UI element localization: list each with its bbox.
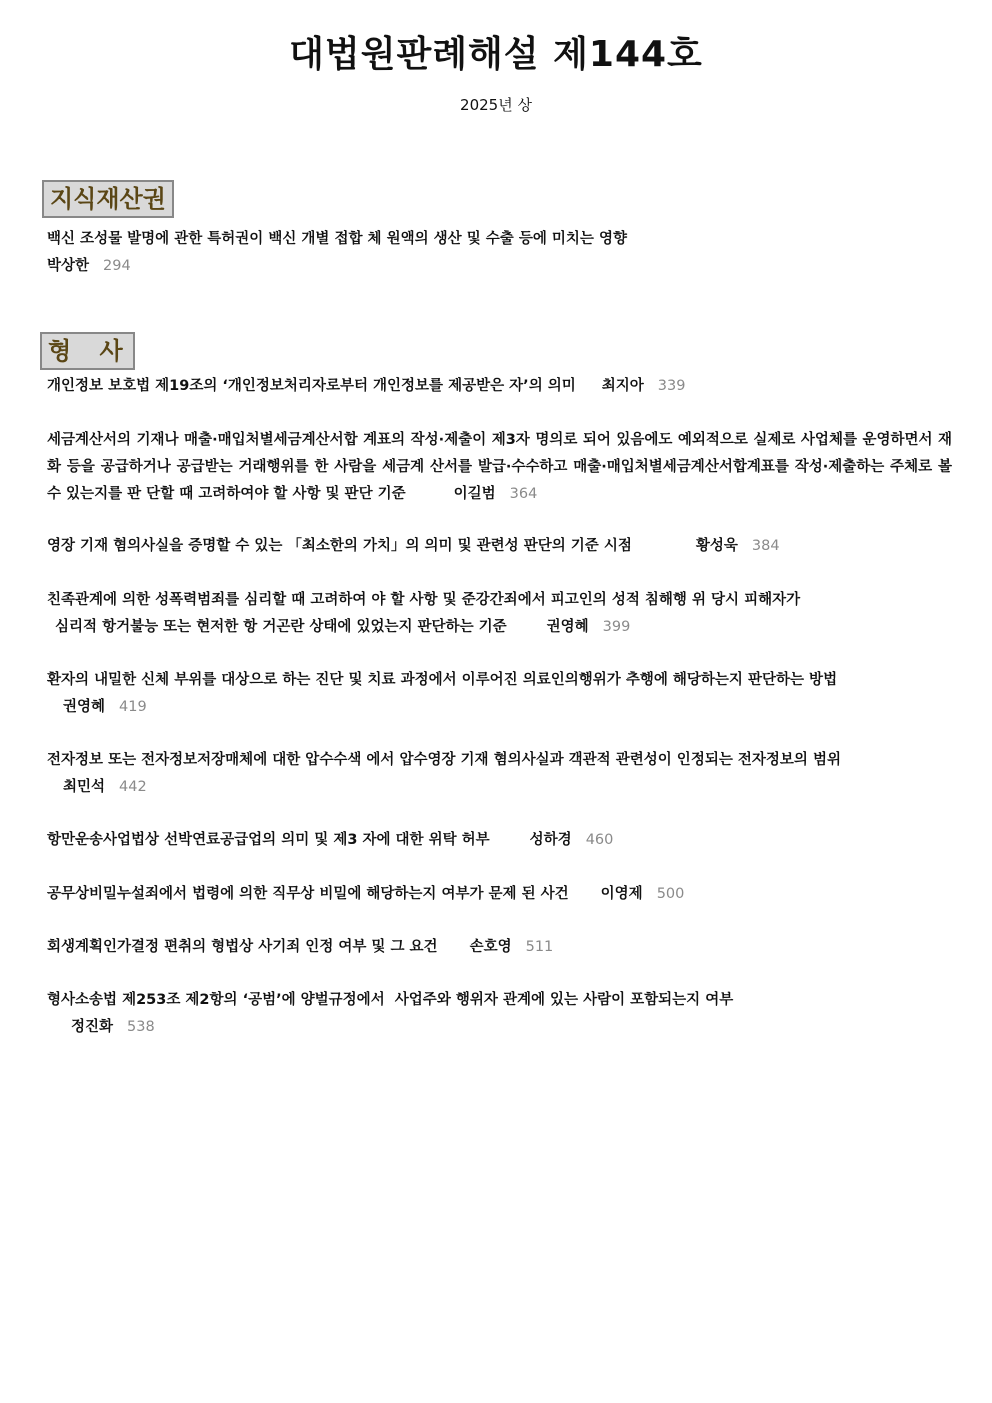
entry-page: 538 — [127, 1019, 155, 1035]
entry-page: 339 — [657, 378, 686, 394]
entry-title: 환자의 내밀한 신체 부위를 대상으로 하는 진단 및 치료 과정에서 이루어진 의료인의행위가 추행에 해당하는지 판단하는 방법 — [47, 672, 838, 688]
toc-entry[interactable] — [47, 667, 952, 721]
entry-page: 419 — [119, 699, 147, 715]
entry-title: 개인정보 보호법 제19조의 ‘개인정보처리자로부터 개인정보를 제공받은 자’의 의미 — [47, 378, 576, 394]
entry-author: 성하경 — [529, 832, 572, 848]
entry-page: 460 — [585, 832, 614, 848]
toc-entry[interactable] — [47, 934, 952, 961]
entry-title: 전자정보 또는 전자정보저장매체에 대한 압수수색 에서 압수영장 기재 혐의사실과 객관적 관련성이 인정되는 전자정보의 범위 — [47, 752, 841, 768]
toc-entry[interactable] — [47, 427, 952, 508]
entry-title: 공무상비밀누설죄에서 법령에 의한 직무상 비밀에 해당하는지 여부가 문제 된 사건 — [47, 886, 569, 902]
section-label-criminal: 형 사 — [40, 332, 135, 370]
entry-author: 권영혜 — [546, 619, 589, 635]
entry-author: 이영제 — [600, 886, 643, 902]
toc-entry[interactable] — [47, 587, 952, 641]
entry-page: 294 — [103, 258, 131, 274]
entry-page: 384 — [751, 538, 780, 554]
page-title: 대법원판례해설 제144호 — [289, 34, 703, 75]
entry-title-continued: 심리적 항거불능 또는 현저한 항 거곤란 상태에 있었는지 판단하는 기준 — [55, 619, 507, 635]
entry-page: 442 — [119, 779, 147, 795]
entry-author: 이길범 — [453, 486, 496, 502]
entry-title: 영장 기재 혐의사실을 증명할 수 있는 「최소한의 가치」의 의미 및 관련성 판단의 기준 시점 — [47, 538, 632, 554]
toc-entry[interactable] — [47, 747, 952, 801]
entry-author: 정진화 — [71, 1019, 114, 1035]
entry-author: 권영혜 — [63, 699, 106, 715]
entry-author: 박상한 — [47, 258, 90, 274]
entry-title: 항만운송사업법상 선박연료공급업의 의미 및 제3 자에 대한 위탁 허부 — [47, 832, 490, 848]
entry-title: 세금계산서의 기재나 매출·매입처별세금계산서합 계표의 작성·제출이 제3자 명의로 되어 있음에도 예외적으로 실제로 사업체를 운영하면서 재화 등을 공급하거나 공급받는 거래행위를 한 사람을 세금계 산서를 발급·수수하고 매출·매입처별세금계산서합계표를 작성·제출하는 주체로 볼 수 있는지를 판 단할 때 고려하여야 할 사항 및 판단 기준 — [47, 432, 952, 502]
entry-page: 511 — [525, 939, 554, 955]
entry-title: 회생계획인가결정 편취의 형법상 사기죄 인정 여부 및 그 요건 — [47, 939, 438, 955]
toc-entry[interactable] — [47, 987, 952, 1041]
entry-title: 친족관계에 의한 성폭력범죄를 심리할 때 고려하여 야 할 사항 및 준강간죄에서 피고인의 성적 침해행 위 당시 피해자가 — [47, 592, 801, 608]
entry-page: 500 — [656, 886, 685, 902]
entry-author: 손호영 — [469, 939, 512, 955]
toc-entry[interactable] — [47, 533, 952, 560]
page-subtitle: 2025년 상 — [460, 96, 532, 114]
entry-author: 최지아 — [601, 378, 644, 394]
toc-entry[interactable] — [47, 827, 952, 854]
toc-entry[interactable] — [47, 881, 952, 908]
entry-page: 364 — [509, 486, 538, 502]
entry-author: 황성욱 — [695, 538, 738, 554]
entry-title: 백신 조성물 발명에 관한 특허권이 백신 개별 접합 체 원액의 생산 및 수출 등에 미치는 영향 — [47, 231, 627, 247]
entry-author: 최민석 — [63, 779, 106, 795]
entry-title: 형사소송법 제253조 제2항의 ‘공범’에 양벌규정에서 사업주와 행위자 관계에 있는 사람이 포함되는지 여부 — [47, 992, 734, 1008]
entry-page: 399 — [602, 619, 631, 635]
toc-entry[interactable] — [47, 226, 952, 280]
section-label-ip: 지식재산권 — [42, 180, 174, 218]
toc-entry[interactable] — [47, 373, 952, 400]
